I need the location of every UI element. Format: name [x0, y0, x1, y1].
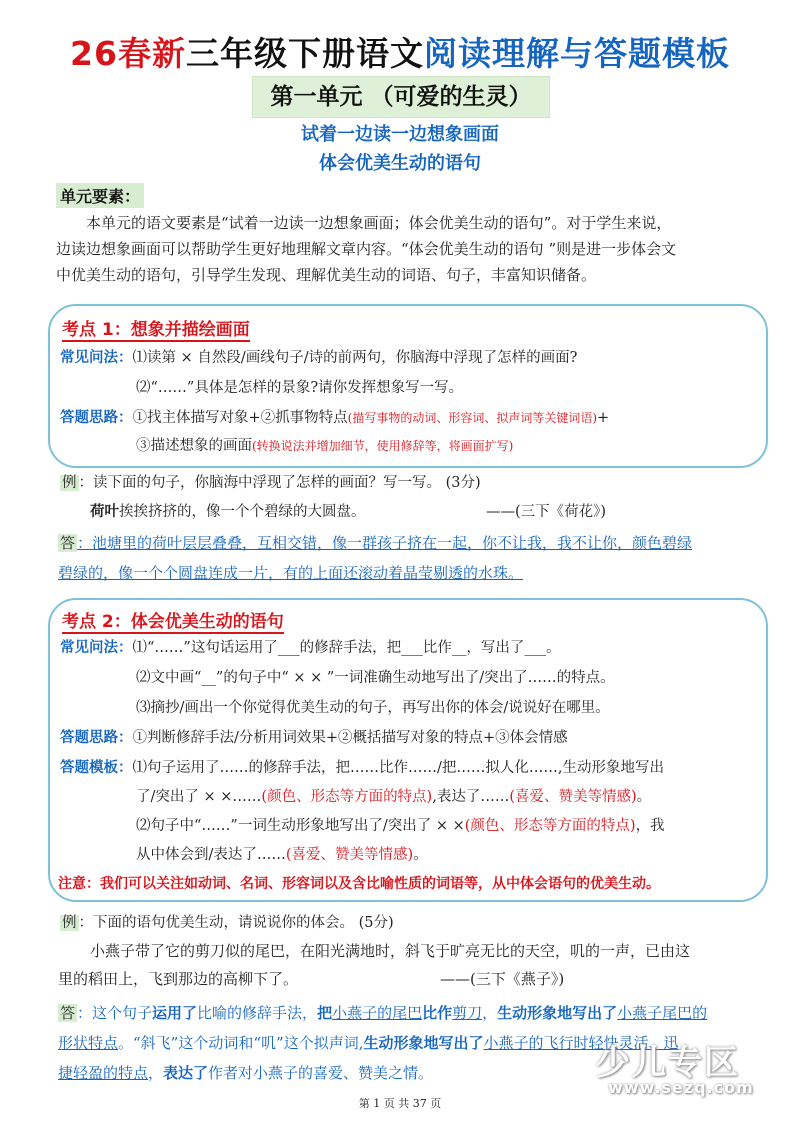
kp2-t2-b2: (喜爱、赞美等情感): [285, 847, 414, 863]
ex2-question: [60, 913, 394, 933]
ex2-a1-5: 小燕子的尾巴: [332, 1004, 423, 1022]
ex1-answer-label: 答: [60, 534, 76, 552]
kp2-strategy: [60, 728, 568, 748]
kp1-s1-plus: +: [597, 410, 610, 426]
kp2-t2-b1: 从中体会到/表达了……: [136, 847, 286, 863]
kp2-strategy-label: 答题思路：: [60, 729, 133, 746]
ex1-question: [60, 473, 481, 493]
kp1-s2-note: (转换说法并增加细节，使用修辞等，将画面扩写): [252, 439, 514, 453]
kp1-strategy-1: [60, 408, 609, 428]
ex2-label: 例: [62, 915, 77, 931]
ex2-quote-2: 里的稻田上，飞到那边的高柳下了。: [58, 970, 299, 988]
kp2-t1-b1: 了/突出了 × ×……: [136, 789, 262, 805]
ex2-a1-7: 剪刀: [452, 1004, 483, 1022]
kp1-title-text: 考点 1：想象并描绘画面: [62, 320, 250, 340]
ex2-a1-2: 运用了: [152, 1004, 198, 1022]
kp1-strategy-label: 答题思路：: [60, 409, 133, 426]
kp2-template-1a: [60, 758, 664, 778]
kp2-t1-a: ⑴句子运用了……的修辞手法，把……比作……/把……拟人化……,生动形象地写出: [132, 760, 664, 776]
subtitle-1: 试着一边读一边想象画面: [301, 124, 499, 145]
ex2-a1-9: 生动形象地写出了: [497, 1004, 618, 1022]
kp1-q1-text: ⑴读第 × 自然段/画线句子/诗的前两句，你脑海中浮现了怎样的画面?: [132, 350, 578, 366]
page-title: [0, 28, 800, 75]
ex1-answer-line-1: [58, 532, 692, 553]
kp2-t1-b4: (喜爱、赞美等情感): [509, 789, 637, 805]
page-footer: 第 1 页 共 37 页: [358, 1097, 442, 1110]
ex2-a3-2: ，: [148, 1064, 164, 1082]
kp1-question-label: 常见问法：: [60, 349, 133, 366]
kp2-t1-b3: ,表达了……: [432, 789, 510, 805]
kp1-s1-main: ①找主体描写对象+②抓事物特点: [132, 410, 348, 426]
title-part1: 26春新: [70, 34, 186, 73]
kp2-template-label: 答题模板：: [60, 759, 133, 776]
elements-line-3: 中优美生动的语句，引导学生发现、理解优美生动的词语、句子，丰富知识储备。: [56, 266, 597, 284]
kp1-s2-main: ③描述想象的画面: [136, 438, 252, 454]
title-part2: 三年级下册语文: [185, 34, 424, 73]
ex2-answer-line-3: [58, 1062, 433, 1083]
section-heading-elements: 单元要素：: [56, 183, 144, 208]
ex2-a3-1: 捷轻盈的特点: [58, 1064, 149, 1082]
kp1-question-1: [60, 348, 577, 368]
kp1-question-2: ⑵“……”具体是怎样的景象?请你发挥想象写一写。: [136, 380, 464, 396]
ex2-question-text: ：下面的语句优美生动，请说说你的体会。 (5分): [78, 915, 394, 931]
kp2-t2-a3: ，我: [635, 818, 665, 834]
kp2-question-3: ⑶摘抄/画出一个你觉得优美生动的句子，再写出你的体会/说说好在哪里。: [136, 700, 610, 716]
ex2-source: ——(三下《燕子》): [440, 970, 565, 988]
ex2-a1-10: 小燕子尾巴的: [617, 1004, 708, 1022]
kp2-t2-b3: 。: [413, 847, 428, 863]
kp2-template-2b: [136, 845, 428, 865]
elements-line-1: 本单元的语文要素是“试着一边读一边想象画面；体会优美生动的语句”。对于学生来说，: [86, 214, 672, 232]
ex1-answer-line-2: 碧绿的，像一个个圆盘连成一片，有的上面还滚动着晶莹剔透的水珠。: [58, 564, 524, 582]
kp2-q1-text: ⑴“……”这句话运用了___的修辞手法，把___比作__，写出了___。: [132, 640, 561, 656]
ex2-a3-4: 作者对小燕子的喜爱、赞美之情。: [208, 1064, 434, 1082]
kp2-note: 注意：我们可以关注如动词、名词、形容词以及含比喻性质的词语等，从中体会语句的优美生动。: [58, 876, 660, 892]
kp2-title-text: 考点 2：体会优美生动的语句: [62, 612, 284, 632]
ex1-label: 例: [62, 475, 77, 491]
ex2-a1-6: 比作: [422, 1004, 453, 1022]
ex2-a2-2: 。“斜飞”这个动词和“叽”这个拟声词,: [118, 1034, 364, 1052]
kp2-t1-b2: (颜色、形态等方面的特点): [261, 789, 433, 805]
unit-title: 第一单元 （可爱的生灵）: [252, 76, 550, 118]
kp2-question-2: ⑵文中画“__”的句子中“ × × ”一词准确生动地写出了/突出了……的特点。: [136, 670, 615, 686]
watermark-logo: 少儿专区: [596, 1043, 740, 1083]
ex2-answer-line-2: [58, 1032, 679, 1053]
ex2-a3-3: 表达了: [163, 1064, 209, 1082]
elements-line-2: 边读边想象画面可以帮助学生更好地理解文章内容。“体会优美生动的语句 ”则是进一步体会文: [56, 240, 677, 258]
elements-paragraph: [56, 210, 756, 288]
kp2-question-1: [60, 638, 561, 658]
kp2-s1: ①判断修辞手法/分析用词效果+②概括描写对象的特点+③体会情感: [132, 730, 568, 746]
ex2-quote-1: 小燕子带了它的剪刀似的尾巴，在阳光满地时，斜飞于旷亮无比的天空，叽的一声，已由这: [90, 942, 691, 960]
ex2-a1-4: 把: [317, 1004, 333, 1022]
ex2-a1-8: ，: [482, 1004, 498, 1022]
kp1-title: [62, 315, 250, 340]
kp2-t2-a1: ⑵句子中“……”一词生动形象地写出了/突出了 × ×: [136, 818, 465, 834]
ex2-answer-label: 答: [60, 1004, 76, 1022]
kp2-t1-b5: 。: [636, 789, 652, 805]
ex1-source: ——(三下《荷花》): [486, 504, 607, 520]
watermark-url: www.sezq.com: [608, 1078, 754, 1097]
ex2-a2-1: 形状特点: [58, 1034, 119, 1052]
kp1-strategy-2: [136, 436, 513, 456]
ex2-a2-3: 生动形象地写出了: [363, 1034, 484, 1052]
title-part3: 阅读理解与答题模板: [423, 34, 730, 73]
ex2-a1-3: 比喻的修辞手法，: [197, 1004, 318, 1022]
kp2-t2-a2: (颜色、形态等方面的特点): [464, 818, 636, 834]
kp2-template-2a: [136, 816, 665, 836]
kp2-template-1b: [136, 787, 651, 807]
ex1-question-text: ：读下面的句子，你脑海中浮现了怎样的画面？写一写。 (3分): [78, 475, 481, 491]
subtitle-2: 体会优美生动的语句: [319, 153, 481, 174]
kp1-s1-note: (描写事物的动词、形容词、拟声词等关键词语): [347, 411, 598, 425]
ex2-a2-4: 小燕子的飞行时轻快灵活、迅: [483, 1034, 679, 1052]
kp2-title: [62, 607, 284, 632]
kp2-question-label: 常见问法：: [60, 639, 133, 656]
ex1-quote-rest: 挨挨挤挤的，像一个个碧绿的大圆盘。: [119, 504, 366, 520]
ex2-a1-1: ：这个句子: [77, 1004, 153, 1022]
ex1-quote-bold: 荷叶: [90, 503, 119, 520]
ex1-answer-text-1: ：池塘里的荷叶层层叠叠，互相交错，像一群孩子挤在一起，你不让我，我不让你，颜色碧绿: [77, 534, 693, 552]
ex2-answer-line-1: [58, 1002, 707, 1023]
